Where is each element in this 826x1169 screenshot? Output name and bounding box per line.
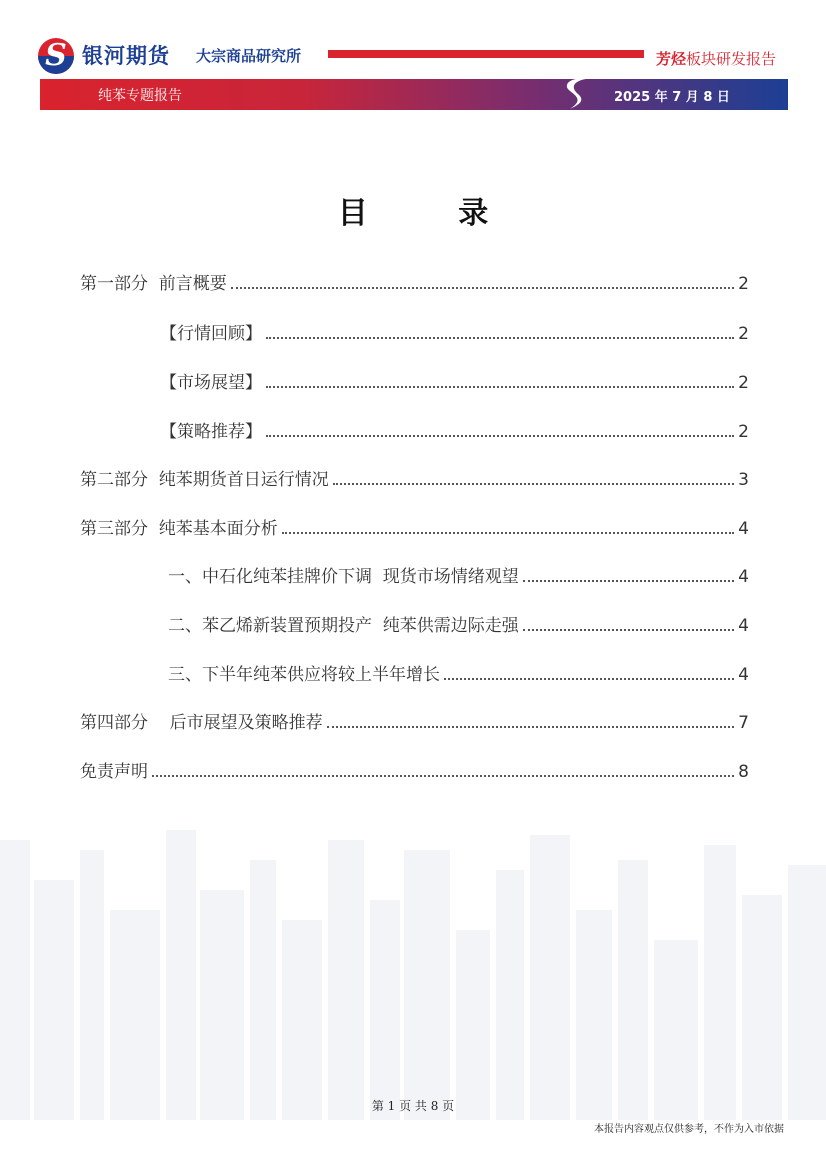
- toc-leader: [523, 629, 734, 631]
- toc-entry[interactable]: [80, 758, 749, 782]
- city-skyline-watermark: [0, 820, 826, 1120]
- toc-leader: [266, 337, 734, 339]
- toc-leader: [152, 775, 734, 777]
- toc-leader: [444, 678, 734, 680]
- toc-entry[interactable]: [80, 270, 749, 294]
- toc-entry[interactable]: [80, 515, 749, 539]
- toc-entry[interactable]: [160, 369, 749, 393]
- institute-name: 大宗商品研究所: [196, 47, 302, 65]
- toc-title: 目 录: [337, 196, 529, 231]
- toc-leader: [282, 532, 734, 534]
- toc-entry-label: 【策略推荐】: [160, 422, 262, 442]
- toc-entry-label: 二、苯乙烯新装置预期投产 纯苯供需边际走强: [168, 616, 519, 636]
- series-title: [656, 48, 776, 69]
- header-band: [40, 79, 788, 110]
- toc-page-number: 7: [738, 713, 749, 733]
- toc-leader: [333, 483, 734, 485]
- toc-entry-label: 三、下半年纯苯供应将较上半年增长: [168, 665, 440, 685]
- toc-entry-label: 第三部分 纯苯基本面分析: [80, 519, 278, 539]
- toc-page-number: 4: [738, 519, 749, 539]
- toc-leader: [266, 386, 734, 388]
- toc-entry-label: 【市场展望】: [160, 373, 262, 393]
- header-divider-bar: [328, 50, 644, 58]
- toc-entry-label: 第一部分 前言概要: [80, 274, 227, 294]
- toc-leader: [231, 287, 734, 289]
- report-header: [0, 0, 826, 78]
- toc-entry-label: 第四部分 后市展望及策略推荐: [80, 713, 323, 733]
- series-rest: 板块研发报告: [686, 50, 777, 68]
- galaxy-logo-icon: S: [38, 38, 74, 74]
- toc-page-number: 3: [738, 470, 749, 490]
- report-type: 纯苯专题报告: [98, 88, 182, 104]
- toc-leader: [327, 726, 735, 728]
- toc-page-number: 2: [738, 324, 749, 344]
- toc-leader: [266, 435, 734, 437]
- toc-entry[interactable]: [168, 661, 749, 685]
- series-highlight: 芳烃: [656, 50, 687, 68]
- toc-entry-label: 一、中石化纯苯挂牌价下调 现货市场情绪观望: [168, 567, 519, 587]
- toc-entry-label: 免责声明: [80, 762, 148, 782]
- report-date: 2025 年 7 月 8 日: [614, 90, 730, 105]
- toc-entry[interactable]: [168, 563, 749, 587]
- toc-page-number: 2: [738, 373, 749, 393]
- toc-entry-label: 【行情回顾】: [160, 324, 262, 344]
- toc-entry[interactable]: [80, 709, 749, 733]
- toc-entry[interactable]: [160, 320, 749, 344]
- swoosh-logo-icon: [556, 75, 596, 113]
- toc-page-number: 2: [738, 422, 749, 442]
- toc-entry-label: 第二部分 纯苯期货首日运行情况: [80, 470, 329, 490]
- page-indicator: 第 1 页 共 8 页: [371, 1099, 455, 1113]
- toc-leader: [523, 580, 734, 582]
- toc-page-number: 8: [738, 762, 749, 782]
- toc-page-number: 4: [738, 616, 749, 636]
- toc-entry[interactable]: [80, 466, 749, 490]
- brand-name: 银河期货: [82, 44, 170, 68]
- toc-entry[interactable]: [168, 612, 749, 636]
- toc-page-number: 2: [738, 274, 749, 294]
- toc-page-number: 4: [738, 567, 749, 587]
- footer-disclaimer: 本报告内容观点仅供参考，不作为入市依据: [594, 1124, 784, 1135]
- toc-entry[interactable]: [160, 418, 749, 442]
- toc-page-number: 4: [738, 665, 749, 685]
